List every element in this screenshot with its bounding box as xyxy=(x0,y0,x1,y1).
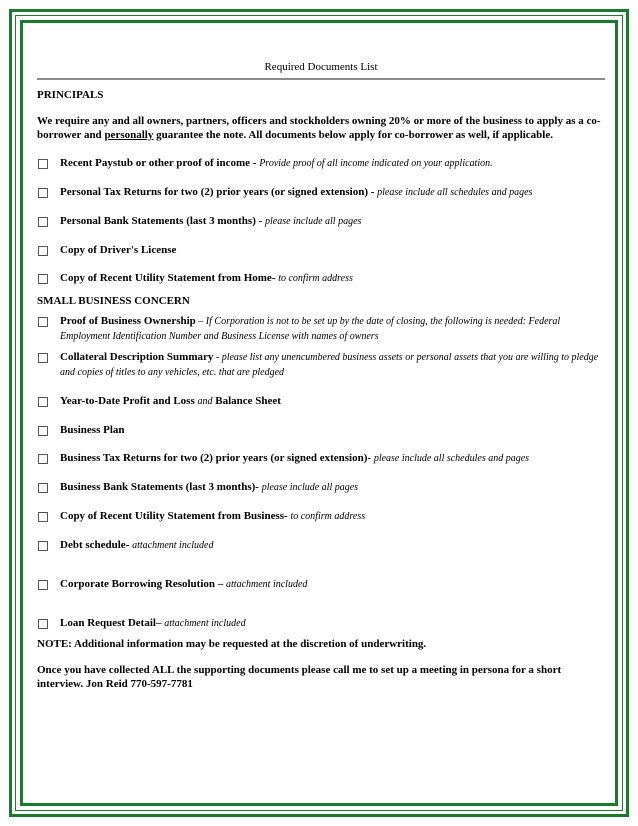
checkbox-icon[interactable] xyxy=(38,274,48,284)
checklist-item xyxy=(37,480,605,495)
checklist-item xyxy=(37,616,605,631)
item-note: to confirm address xyxy=(278,273,353,284)
checkbox-icon[interactable] xyxy=(38,353,48,363)
item-title: Copy of Driver's License xyxy=(60,244,177,256)
item-title: Loan Request Detail– xyxy=(60,617,165,629)
checklist-item xyxy=(37,185,605,200)
item-title: Copy of Recent Utility Statement from Home- xyxy=(60,272,279,284)
item-note: please include all pages xyxy=(265,216,362,227)
checkbox-icon[interactable] xyxy=(38,397,48,407)
principals-heading: PRINCIPALS xyxy=(37,89,104,101)
item-title: Debt schedule- xyxy=(60,539,133,551)
item-note: attachment included xyxy=(132,540,214,551)
principals-intro-end: guarantee the note. All documents below apply for co-borrower as well, if applicable. xyxy=(153,129,553,141)
item-note: to confirm address xyxy=(290,511,366,522)
checkbox-icon[interactable] xyxy=(38,512,48,522)
item-title: Business Tax Returns for two (2) prior years (or signed extension)- xyxy=(60,452,374,464)
checkbox-icon[interactable] xyxy=(38,426,48,436)
checklist-item xyxy=(37,577,605,592)
item-note: - please list any unencumbered business assets or personal assets that you are willing to pledge and copies of titles to any vehicles, etc. that are pledged xyxy=(60,352,599,378)
item-note: attachment included xyxy=(226,579,308,590)
checklist-item xyxy=(37,423,605,437)
item-title: Business Plan xyxy=(60,424,125,436)
checklist-item xyxy=(37,156,605,171)
checklist-item xyxy=(37,509,605,524)
item-note: Provide proof of all income indicated on your application. xyxy=(259,158,493,169)
title-rule xyxy=(37,78,605,80)
checklist-item xyxy=(37,243,605,257)
closing-paragraph: Once you have collected ALL the supporting documents please call me to set up a meeting in persona for a short interview. Jon Reid 770-597-7781 xyxy=(37,664,562,690)
principals-list xyxy=(37,156,605,286)
checklist-item xyxy=(37,350,605,380)
item-title: Collateral Description Summary xyxy=(60,351,214,363)
checklist-item xyxy=(37,451,605,466)
small-business-list xyxy=(37,314,605,631)
item-note: – If Corporation is not to be set up by the date of closing, the following is needed: Federal Employment Identification Number and Business License with names of owners xyxy=(60,316,561,342)
item-title: Business Bank Statements (last 3 months)- xyxy=(60,481,262,493)
document-title: Required Documents List xyxy=(264,61,378,73)
item-title: Copy of Recent Utility Statement from Business- xyxy=(60,510,291,522)
checkbox-icon[interactable] xyxy=(38,159,48,169)
checklist-item xyxy=(37,214,605,229)
item-title: Personal Tax Returns for two (2) prior years (or signed extension) - xyxy=(60,186,378,198)
checkbox-icon[interactable] xyxy=(38,246,48,256)
checkbox-icon[interactable] xyxy=(38,188,48,198)
item-title: Proof of Business Ownership xyxy=(60,315,196,327)
checkbox-icon[interactable] xyxy=(38,483,48,493)
checklist-item xyxy=(37,394,605,409)
item-title: Corporate Borrowing Resolution – xyxy=(60,578,227,590)
item-note: please include all schedules and pages xyxy=(377,187,533,198)
checkbox-icon[interactable] xyxy=(38,317,48,327)
item-title: Recent Paystub or other proof of income - xyxy=(60,157,260,169)
item-title: Personal Bank Statements (last 3 months) - xyxy=(60,215,266,227)
item-note: attachment included xyxy=(164,618,246,629)
principals-intro xyxy=(37,114,605,142)
item-note: and xyxy=(197,396,213,407)
underwriting-note: NOTE: Additional information may be requested at the discretion of underwriting. xyxy=(37,638,427,650)
principals-intro-start: We require any and all owners, partners, officers and stockholders owning 20% or more of the business to apply as a co-borrower and xyxy=(37,115,601,141)
item-title-extra: Balance Sheet xyxy=(212,395,281,407)
checkbox-icon[interactable] xyxy=(38,541,48,551)
document-body xyxy=(37,60,605,699)
checkbox-icon[interactable] xyxy=(38,454,48,464)
checklist-item xyxy=(37,538,605,553)
checkbox-icon[interactable] xyxy=(38,217,48,227)
item-note: please include all pages xyxy=(261,482,359,493)
checkbox-icon[interactable] xyxy=(38,580,48,590)
checklist-item xyxy=(37,271,605,286)
small-business-heading: SMALL BUSINESS CONCERN xyxy=(37,295,190,307)
item-note: please include all schedules and pages xyxy=(373,453,530,464)
item-title: Year-to-Date Profit and Loss xyxy=(60,395,198,407)
checklist-item xyxy=(37,314,605,344)
principals-intro-underlined: personally xyxy=(104,129,154,141)
checkbox-icon[interactable] xyxy=(38,619,48,629)
